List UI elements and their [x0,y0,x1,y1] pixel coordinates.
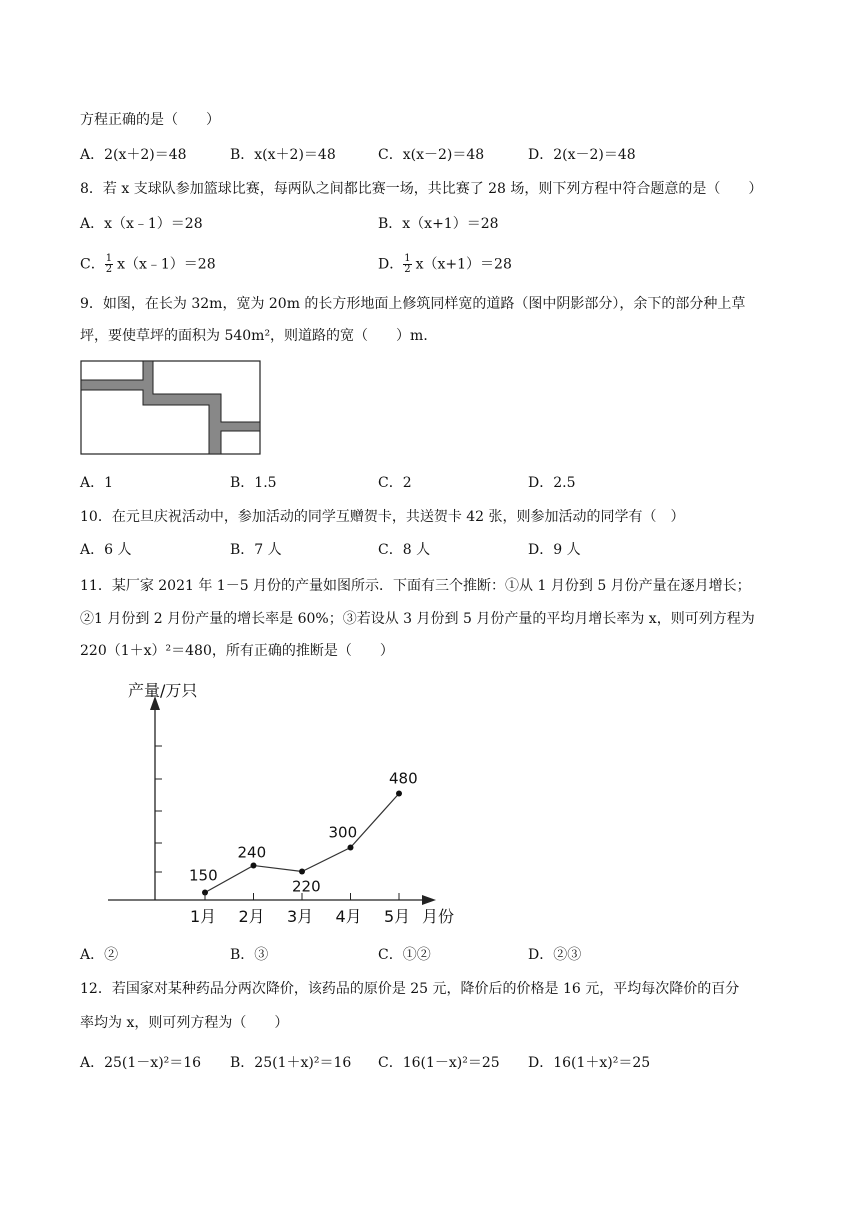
q10-stem: 10．在元旦庆祝活动中，参加活动的同学互赠贺卡，共送贺卡 42 张，则参加活动的同学有（ ） [80,509,685,525]
q12-stem-line1: 12．若国家对某种药品分两次降价，该药品的原价是 25 元，降价后的价格是 16 元，平均每次降价的百分 [80,981,740,997]
q8-stem: 8．若 x 支球队参加篮球比赛，每两队之间都比赛一场，共比赛了 28 场，则下列方程中符合题意的是（ ） [80,181,763,197]
q10-option-b: B．7 人 [230,542,282,558]
data-label: 300 [328,823,358,842]
x-tick-label: 1月 [190,907,217,926]
q8-option-d-rest: x（x+1）＝28 [415,256,512,273]
q7-option-a: A．2(x＋2)＝48 [80,147,187,163]
x-axis-label: 月份 [422,907,455,926]
data-point [348,845,354,851]
q9-stem-line2: 坪，要使草坪的面积为 540m²，则道路的宽（ ）m． [80,328,438,344]
data-label: 480 [389,769,418,788]
q11-option-c: C．①② [378,947,431,963]
data-point [396,791,402,797]
x-axis-arrow [422,895,436,905]
q10-option-c: C．8 人 [378,542,431,558]
q9-option-a: A．1 [80,475,114,491]
q7-option-c: C．x(x－2)＝48 [378,147,485,163]
q8-option-d-letter: D． [378,256,404,273]
q9-option-d: D．2.5 [528,475,576,491]
q10-option-d: D．9 人 [528,542,581,558]
q8-option-c-rest: x（x﹣1）＝28 [117,256,216,273]
q12-stem-line2: 率均为 x，则可列方程为（ ） [80,1015,289,1031]
q8-option-c-letter: C． [80,256,105,273]
production-line-chart [100,676,470,936]
q10-option-a: A．6 人 [80,542,132,558]
data-label: 240 [237,843,267,862]
q12-option-c: C．16(1－x)²＝25 [378,1055,500,1071]
x-tick-label: 2月 [238,907,265,926]
q12-option-a: A．25(1－x)²＝16 [80,1055,202,1071]
q11-option-a: A．② [80,947,119,963]
q7-option-d: D．2(x－2)＝48 [528,147,636,163]
road-diagram [80,360,262,456]
data-label: 150 [189,866,218,885]
q9-stem-line1: 9．如图，在长为 32m，宽为 20m 的长方形地面上修筑同样宽的道路（图中阴影部分），余下的部分种上草 [80,296,746,312]
q12-option-d: D．16(1＋x)²＝25 [528,1055,651,1071]
x-tick-label: 4月 [335,907,362,926]
q8-option-a: A．x（x﹣1）＝28 [80,216,203,232]
q11-option-b: B．③ [230,947,269,963]
land-rectangle [81,361,260,454]
data-point [251,863,257,869]
x-tick-label: 3月 [287,907,314,926]
q8-option-c [80,254,216,275]
q11-stem-line1: 11．某厂家 2021 年 1－5 月份的产量如图所示．下面有三个推断：①从 1 月份到 5 月份产量在逐月增长； [80,578,751,594]
q12-option-b: B．25(1＋x)²＝16 [230,1055,352,1071]
q9-option-b: B．1.5 [230,475,277,491]
fraction-half: $\frac{1}{2}$ [105,253,113,275]
q11-option-d: D．②③ [528,947,582,963]
q7-stem-tail: 方程正确的是（ ） [80,112,220,128]
q11-stem-line3: 220（1＋x）²＝480，所有正确的推断是（ ） [80,643,394,659]
q8-option-b: B．x（x+1）＝28 [378,216,499,232]
data-point [299,869,305,875]
data-label: 220 [292,877,321,896]
q7-option-b: B．x(x＋2)＝48 [230,147,336,163]
q9-option-c: C．2 [378,475,412,491]
q11-stem-line2: ②1 月份到 2 月份产量的增长率是 60%；③若设从 3 月份到 5 月份产量的平均月增长率为 x，则可列方程为 [80,611,755,627]
q8-option-d [378,254,512,275]
x-tick-label: 5月 [384,907,411,926]
fraction-half: $\frac{1}{2}$ [404,253,411,275]
y-axis-label: 产量/万只 [128,681,198,700]
